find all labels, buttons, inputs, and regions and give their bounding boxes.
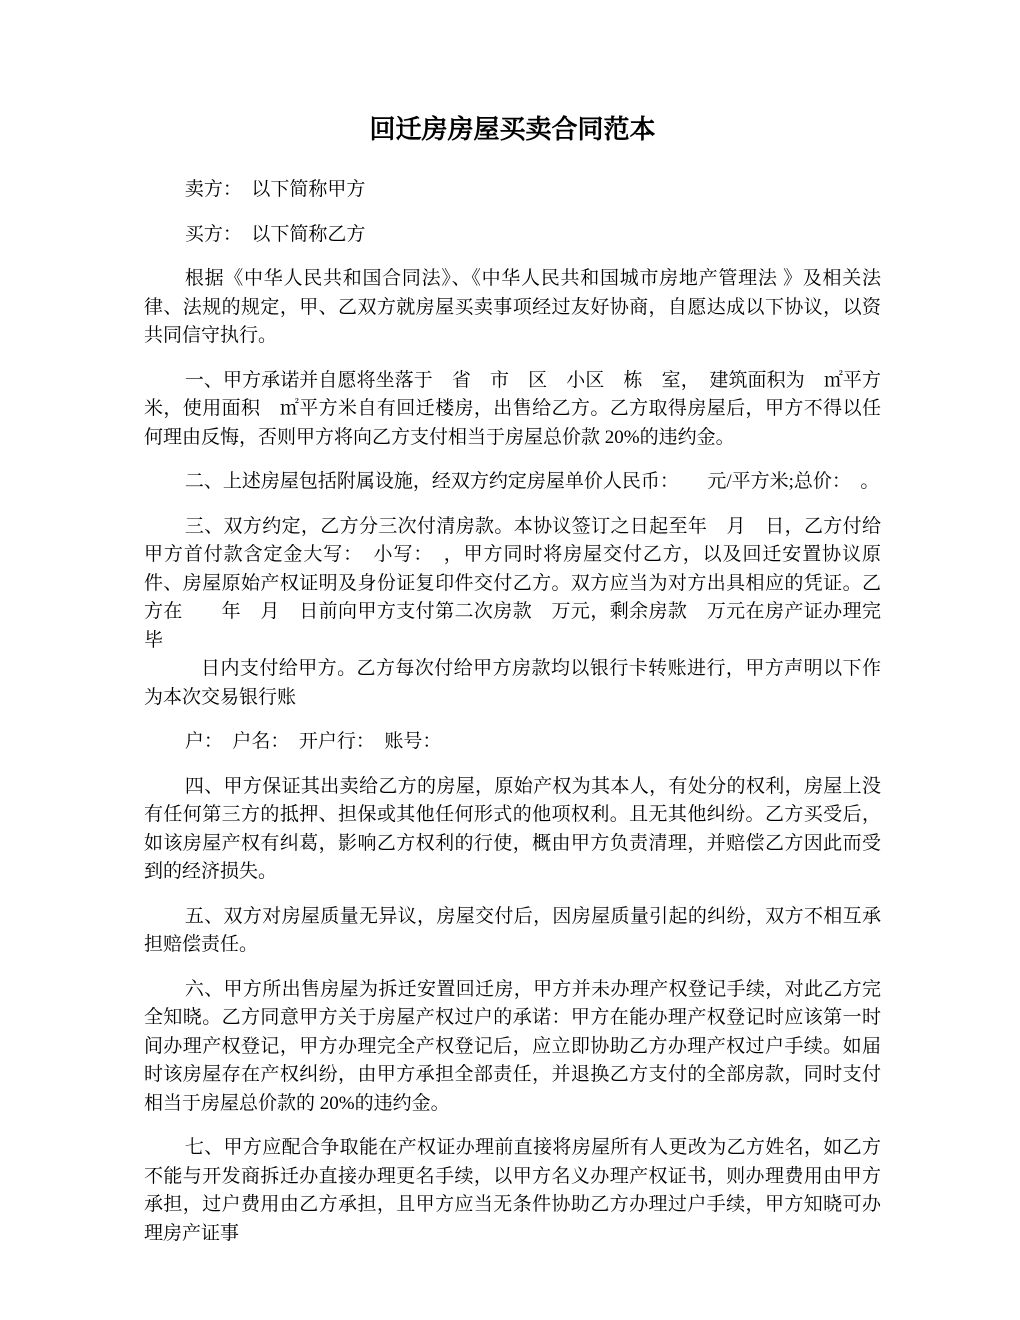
- document-title: 回迁房房屋买卖合同范本: [369, 115, 656, 144]
- clause-4-paragraph: 四、甲方保证其出卖给乙方的房屋，原始产权为其本人，有处分的权利，房屋上没有任何第三方的抵押、担保或其他任何形式的他项权利。且无其他纠纷。乙方买受后，如该房屋产权有纠葛，影响乙方权利的行使，概由甲方负责清理，并赔偿乙方因此而受到的经济损失。: [144, 775, 881, 882]
- clause-2-paragraph: 二、上述房屋包括附属设施，经双方约定房屋单价人民币： 元/平方米;总价： 。: [184, 471, 880, 492]
- clause-3-paragraph: 三、双方约定，乙方分三次付清房款。本协议签订之日起至年 月 日，乙方付给甲方首付款含定金大写： 小写： ，甲方同时将房屋交付乙方，以及回迁安置协议原件、房屋原始产权证明及身份证复印件交付乙方。双方应当为对方出具相应的凭证。乙方在 年 月 日前向甲方支付第二次房款 万元，剩余房款 万元在房产证办理完毕: [144, 515, 881, 651]
- clause-6-paragraph: 六、甲方所出售房屋为拆迁安置回迁房，甲方并未办理产权登记手续，对此乙方完全知晓。乙方同意甲方关于房屋产权过户的承诺：甲方在能办理产权登记时应该第一时间办理产权登记，甲方办理完全产权登记后，应立即协助乙方办理产权过户手续。如届时该房屋存在产权纠纷，由甲方承担全部责任，并退换乙方支付的全部房款，同时支付相当于房屋总价款的 20%的违约金。: [144, 978, 881, 1114]
- clause-3-continuation: 日内支付给甲方。乙方每次付给甲方房款均以银行卡转账进行，甲方声明以下作为本次交易银行账: [144, 658, 881, 708]
- clause-1-paragraph: 一、甲方承诺并自愿将坐落于 省 市 区 小区 栋 室， 建筑面积为 ㎡平方米，使用面积 ㎡平方米自有回迁楼房，出售给乙方。乙方取得房屋后，甲方不得以任何理由反悔，否则甲方将向乙方支付相当于房屋总价款 20%的违约金。: [144, 369, 881, 448]
- party-seller-line: 卖方： 以下简称甲方: [184, 179, 366, 200]
- document-content: [144, 112, 881, 1264]
- bank-account-line: 户： 户名： 开户行： 账号：: [184, 731, 442, 752]
- party-buyer-line: 买方： 以下简称乙方: [184, 223, 366, 245]
- clause-7-paragraph: 七、甲方应配合争取能在产权证办理前直接将房屋所有人更改为乙方姓名，如乙方不能与开发商拆迁办直接办理更名手续，以甲方名义办理产权证书，则办理费用由甲方承担，过户费用由乙方承担，且甲方应当无条件协助乙方办理过户手续，甲方知晓可办理房产证事: [144, 1137, 881, 1244]
- preamble-paragraph: 根据《中华人民共和国合同法》、《中华人民共和国城市房地产管理法 》及相关法律、法规的规定，甲、乙双方就房屋买卖事项经过友好协商，自愿达成以下协议，以资共同信守执行。: [144, 268, 881, 346]
- clause-5-paragraph: 五、双方对房屋质量无异议，房屋交付后，因房屋质量引起的纠纷，双方不相互承担赔偿责任。: [144, 905, 881, 955]
